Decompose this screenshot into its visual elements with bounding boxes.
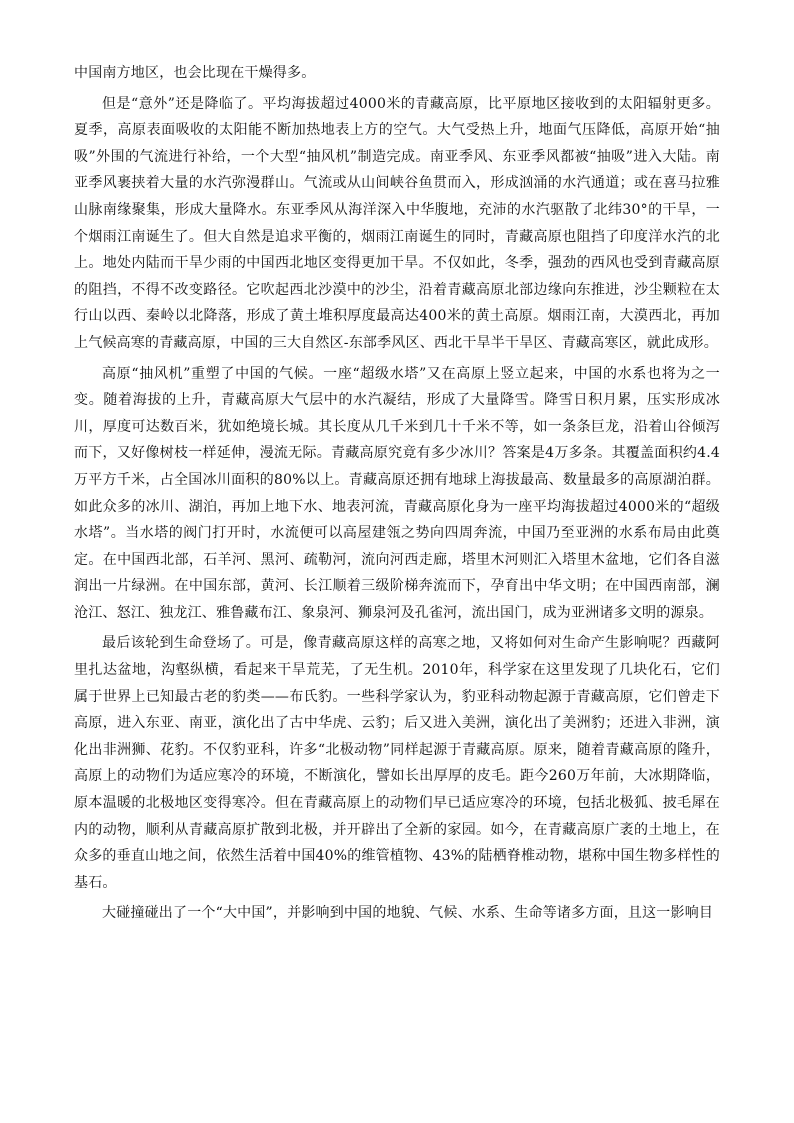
paragraph-super-water-tower: 高原“抽风机”重塑了中国的气候。一座“超级水塔”又在高原上竖立起来，中国的水系也将为之一变。随着海拔的上升，青藏高原大气层中的水汽凝结，形成了大量降雪。降雪日积月累，压实形成冰川，厚度可达数百米，犹如绝境长城。其长度从几千米到几十千米不等，如一条条巨龙，沿着山谷倾泻而下，又好像树枝一样延伸，漫流无际。青藏高原究竟有多少冰川？答案是4万多条。其覆盖面积约4.4万平方千米，占全国冰川面积的80%以上。青藏高原还拥有地球上海拔最高、数量最多的高原湖泊群。如此众多的冰川、湖泊，再加上地下水、地表河流，青藏高原化身为一座平均海拔超过4000米的“超级水塔”。当水塔的阀门打开时，水流便可以高屋建瓴之势向四周奔流，中国乃至亚洲的水系布局由此奠定。在中国西北部，石羊河、黑河、疏勒河，流向河西走廊，塔里木河则汇入塔里木盆地，它们各自滋润出一片绿洲。在中国东部，黄河、长江顺着三级阶梯奔流而下，孕育出中华文明；在中国西南部，澜沧江、怒江、独龙江、雅鲁藏布江、象泉河、狮泉河及孔雀河，流出国门，成为亚洲诸多文明的源泉。 — [74, 365, 720, 621]
paragraph-big-china: 大碰撞碰出了一个“大中国”，并影响到中国的地貌、气候、水系、生命等诸多方面，且这一影响目 — [102, 905, 714, 922]
paragraph-continuation: 中国南方地区，也会比现在干燥得多。 — [74, 65, 316, 81]
document-body — [74, 60, 720, 927]
paragraph-life-origins: 最后该轮到生命登场了。可是，像青藏高原这样的高寒之地，又将如何对生命产生影响呢？西藏阿里扎达盆地，沟壑纵横，看起来干旱荒芜，了无生机。2010年，科学家在这里发现了几块化石，它们属于世界上已知最古老的豹类——布氏豹。一些科学家认为，豹亚科动物起源于青藏高原，它们曾走下高原，进入东亚、南亚，演化出了古中华虎、云豹；后又进入美洲，演化出了美洲豹；还进入非洲，演化出非洲狮、花豹。不仅豹亚科，许多“北极动物”同样起源于青藏高原。原来，随着青藏高原的隆升，高原上的动物们为适应寒冷的环境，不断演化，譬如长出厚厚的皮毛。距今260万年前，大冰期降临，原本温暖的北极地区变得寒冷。但在青藏高原上的动物们早已适应寒冷的环境，包括北极狐、披毛犀在内的动物，顺利从青藏高原扩散到北极，并开辟出了全新的家园。如今，在青藏高原广袤的土地上，在众多的垂直山地之间，依然生活着中国40%的维管植物、43%的陆栖脊椎动物，堪称中国生物多样性的基石。 — [74, 635, 720, 891]
paragraph-plateau-wind-machine: 但是“意外”还是降临了。平均海拔超过4000米的青藏高原，比平原地区接收到的太阳辐射更多。夏季，高原表面吸收的太阳能不断加热地表上方的空气。大气受热上升，地面气压降低，高原开始“抽吸”外围的气流进行补给，一个大型“抽风机”制造完成。南亚季风、东亚季风都被“抽吸”进入大陆。南亚季风裹挟着大量的水汽弥漫群山。气流或从山间峡谷鱼贯而入，形成汹涌的水汽通道；或在喜马拉雅山脉南缘聚集，形成大量降水。东亚季风从海洋深入中华腹地，充沛的水汽驱散了北纬30°的干旱，一个烟雨江南诞生了。但大自然是追求平衡的，烟雨江南诞生的同时，青藏高原也阻挡了印度洋水汽的北上。地处内陆而干旱少雨的中国西北地区变得更加干旱。不仅如此，冬季，强劲的西风也受到青藏高原的阻挡，不得不改变路径。它吹起西北沙漠中的沙尘，沿着青藏高原北部边缘向东推进，沙尘颗粒在太行山以西、秦岭以北降落，形成了黄土堆积厚度最高达400米的黄土高原。烟雨江南，大漠西北，再加上气候高寒的青藏高原，中国的三大自然区-东部季风区、西北干旱半干旱区、青藏高寒区，就此成形。 — [74, 95, 720, 351]
